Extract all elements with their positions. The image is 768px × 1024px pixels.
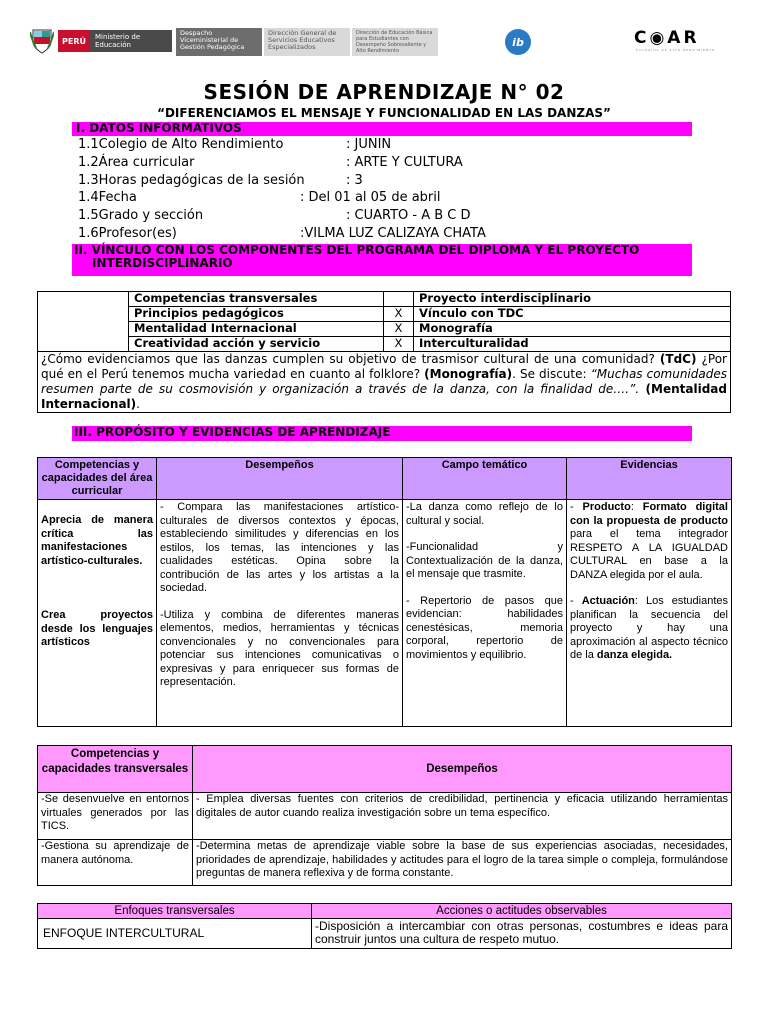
accion-intercultural: -Disposición a intercambiar con otras personas, costumbres e ideas para construir juntos una cultura de respeto mutuo. <box>312 919 732 949</box>
info-fecha-value: : Del 01 al 05 de abril <box>300 190 441 205</box>
paragraph-monografia: (Monografía) <box>424 367 513 381</box>
paragraph-text: . <box>136 397 140 411</box>
info-grado-label: 1.5Grado y sección <box>78 208 204 223</box>
evidencia-text: - <box>570 595 582 607</box>
col-header-evidencias: Evidencias <box>567 458 732 500</box>
blank-cell <box>38 292 129 307</box>
info-horas-label: 1.3Horas pedagógicas de la sesión <box>78 173 305 188</box>
ministerio-label: Ministerio de Educación <box>90 30 172 52</box>
desempeno-gestiona: -Determina metas de aprendizaje viable sobre la base de sus experiencias asociadas, necesidades, prioridades de aprendizaje, habilidades y actitudes para el logro de la tarea simple o compleja, formulándose preguntas de manera reflexiva y de forma constante. <box>193 840 732 886</box>
vinculo-right: Interculturalidad <box>414 337 731 352</box>
info-profesor-label: 1.6Profesor(es) <box>78 226 177 241</box>
evidencia-text: : Los estudiantes planifican la secuencia del proyecto y hay una aproximación al aspecto técnico de la <box>570 595 728 661</box>
campo-cell <box>403 500 567 727</box>
paragraph-quote: “Muchas comunidades resumen parte de su cosmovisión y organización a través de la danza, con la finalidad de….”. <box>41 367 727 396</box>
info-profesor-value: :VILMA LUZ CALIZAYA CHATA <box>300 226 486 241</box>
paragraph-text: ¿Por qué en el Perú tenemos mucha variedad en cuanto al folklore? <box>41 352 727 381</box>
table-header-row <box>38 904 732 919</box>
evidencia-producto <box>570 501 728 582</box>
page-title: SESIÓN DE APRENDIZAJE N° 02 <box>203 80 565 104</box>
vinculo-table <box>37 291 731 413</box>
col-header-desempenos: Desempeños <box>193 746 732 793</box>
paragraph-tdc: (TdC) <box>659 352 697 366</box>
evidencia-actuacion-label: Actuación <box>581 595 635 607</box>
section-2-heading <box>72 244 692 276</box>
paragraph-mentalidad: (Mentalidad Internacional) <box>41 382 727 411</box>
vinculo-left: Creatividad acción y servicio <box>129 337 384 352</box>
despacho-logo: Despacho Viceministerial de Gestión Pedagógica <box>176 28 262 56</box>
col-header-acciones: Acciones o actitudes observables <box>312 904 732 919</box>
evidencia-producto-label: Producto <box>582 501 631 513</box>
table-row <box>38 840 732 886</box>
vinculo-left: Competencias transversales <box>129 292 384 307</box>
section-3-heading: III. PROPÓSITO Y EVIDENCIAS DE APRENDIZAJE <box>72 426 692 441</box>
blank-cell <box>38 307 129 322</box>
info-grado-value: : CUARTO - A B C D <box>346 208 471 223</box>
table-row <box>38 307 731 322</box>
vinculo-paragraph <box>38 352 731 413</box>
section-2-heading-text: II. VÍNCULO CON LOS COMPONENTES DEL PROGRAMA DEL DIPLOMA Y EL PROYECTO INTERDISCIPLINARIO <box>74 243 640 270</box>
competencia-tics: -Se desenvuelve en entornos virtuales generados por las TICS. <box>38 793 193 840</box>
blank-cell <box>38 322 129 337</box>
vinculo-right: Vínculo con TDC <box>414 307 731 322</box>
ib-logo: ib <box>505 29 531 55</box>
col-header-transversales: Competencias y capacidades transversales <box>38 746 193 793</box>
competencia-crea: Crea proyectos desde los lenguajes artísticos <box>41 609 153 648</box>
vinculo-right: Proyecto interdisciplinario <box>414 292 731 307</box>
vinculo-left: Principios pedagógicos <box>129 307 384 322</box>
section-1-heading: I. DATOS INFORMATIVOS <box>72 122 692 136</box>
table-header-row <box>38 746 732 793</box>
info-horas-value: : 3 <box>346 173 363 188</box>
enfoques-table <box>37 903 732 949</box>
vinculo-right: Monografía <box>414 322 731 337</box>
evidencia-danza: danza elegida. <box>596 649 673 661</box>
enfoque-intercultural: ENFOQUE INTERCULTURAL <box>38 919 312 949</box>
desempeno-compara: - Compara las manifestaciones artístico-culturales de diversos contextos y épocas, estableciendo similitudes y diferencias en los estilos, los temas, las intenciones y las cualidades estéticas. Opina sobre la contribución de las artes y los artistas a la sociedad. <box>160 501 399 594</box>
table-row <box>38 793 732 840</box>
campo-repertorio: - Repertorio de pasos que evidencian: habilidades cenestésicas, memoria corporal, repertorio de movimientos y equilibrio. <box>406 594 563 661</box>
campo-danza: -La danza como reflejo de lo cultural y social. <box>406 501 563 527</box>
evidencia-text: - <box>570 501 583 513</box>
vinculo-mark: X <box>384 337 414 352</box>
transversales-table <box>37 745 732 886</box>
vinculo-mark: X <box>384 307 414 322</box>
coar-logo: C◉AR <box>634 28 700 48</box>
evidencia-formato: Formato digital con la propuesta de producto <box>570 501 728 527</box>
campo-funcionalidad: -Funcionalidad y Contextualización de la danza, el mensaje que trasmite. <box>406 541 563 580</box>
info-colegio-value: : JUNIN <box>346 137 392 152</box>
col-header-enfoques: Enfoques transversales <box>38 904 312 919</box>
page-subtitle: “DIFERENCIAMOS EL MENSAJE Y FUNCIONALIDAD EN LAS DANZAS” <box>157 106 611 120</box>
table-row <box>38 919 732 949</box>
paragraph-text: ¿Cómo evidenciamos que las danzas cumplen su objetivo de trasmisor cultural de una comunidad? <box>41 352 660 366</box>
info-area-label: 1.2Área curricular <box>78 155 195 170</box>
peru-label: PERÚ <box>58 30 90 52</box>
info-colegio-label: 1.1Colegio de Alto Rendimiento <box>78 137 284 152</box>
vinculo-mark <box>384 292 414 307</box>
info-fecha-label: 1.4Fecha <box>78 190 137 205</box>
evidencia-actuacion <box>570 595 728 663</box>
direccion-educacion-logo: Dirección de Educación Básica para Estudiantes con Desempeño Sobresaliente y Alto Rendimiento <box>352 28 438 56</box>
desempeno-tics: - Emplea diversas fuentes con criterios de credibilidad, pertinencia y eficacia utilizando herramientas digitales de autor cuando realiza investigación sobre un tema específico. <box>193 793 732 840</box>
vinculo-left: Mentalidad Internacional <box>129 322 384 337</box>
col-header-campo: Campo temático <box>403 458 567 500</box>
col-header-competencias: Competencias y capacidades del área curricular <box>38 458 157 500</box>
col-header-desempenos: Desempeños <box>157 458 403 500</box>
evidencia-text: para el tema integrador RESPETO A LA IGUALDAD CULTURAL en base a la DANZA elegida por el aula. <box>570 528 728 581</box>
evidencias-cell <box>567 500 732 727</box>
blank-cell <box>38 337 129 352</box>
competencia-gestiona: -Gestiona su aprendizaje de manera autónoma. <box>38 840 193 886</box>
paragraph-text: . Se discute: <box>512 367 591 381</box>
proposito-table <box>37 457 732 727</box>
table-row <box>38 500 732 727</box>
table-row <box>38 322 731 337</box>
direccion-general-logo: Dirección General de Servicios Educativos Especializados <box>264 28 350 56</box>
table-header-row <box>38 458 732 500</box>
desempeno-utiliza: -Utiliza y combina de diferentes maneras elementos, medios, herramientas y técnicas convencionales y no convencionales para potenciar sus intenciones comunicativas o expresivas y para enriquecer sus formas de representación. <box>160 608 399 688</box>
table-row <box>38 337 731 352</box>
competencias-cell <box>38 500 157 727</box>
coar-subtitle: COLEGIOS DE ALTO RENDIMIENTO <box>636 48 716 52</box>
info-area-value: : ARTE Y CULTURA <box>346 155 463 170</box>
competencia-aprecia: Aprecia de manera crítica las manifestaciones artístico-culturales. <box>41 514 153 567</box>
vinculo-mark: X <box>384 322 414 337</box>
desempenos-cell <box>157 500 403 727</box>
minedu-logo <box>58 30 172 52</box>
peru-shield-icon <box>30 28 54 54</box>
table-row <box>38 352 731 413</box>
table-row <box>38 292 731 307</box>
evidencia-text: : <box>630 501 643 513</box>
